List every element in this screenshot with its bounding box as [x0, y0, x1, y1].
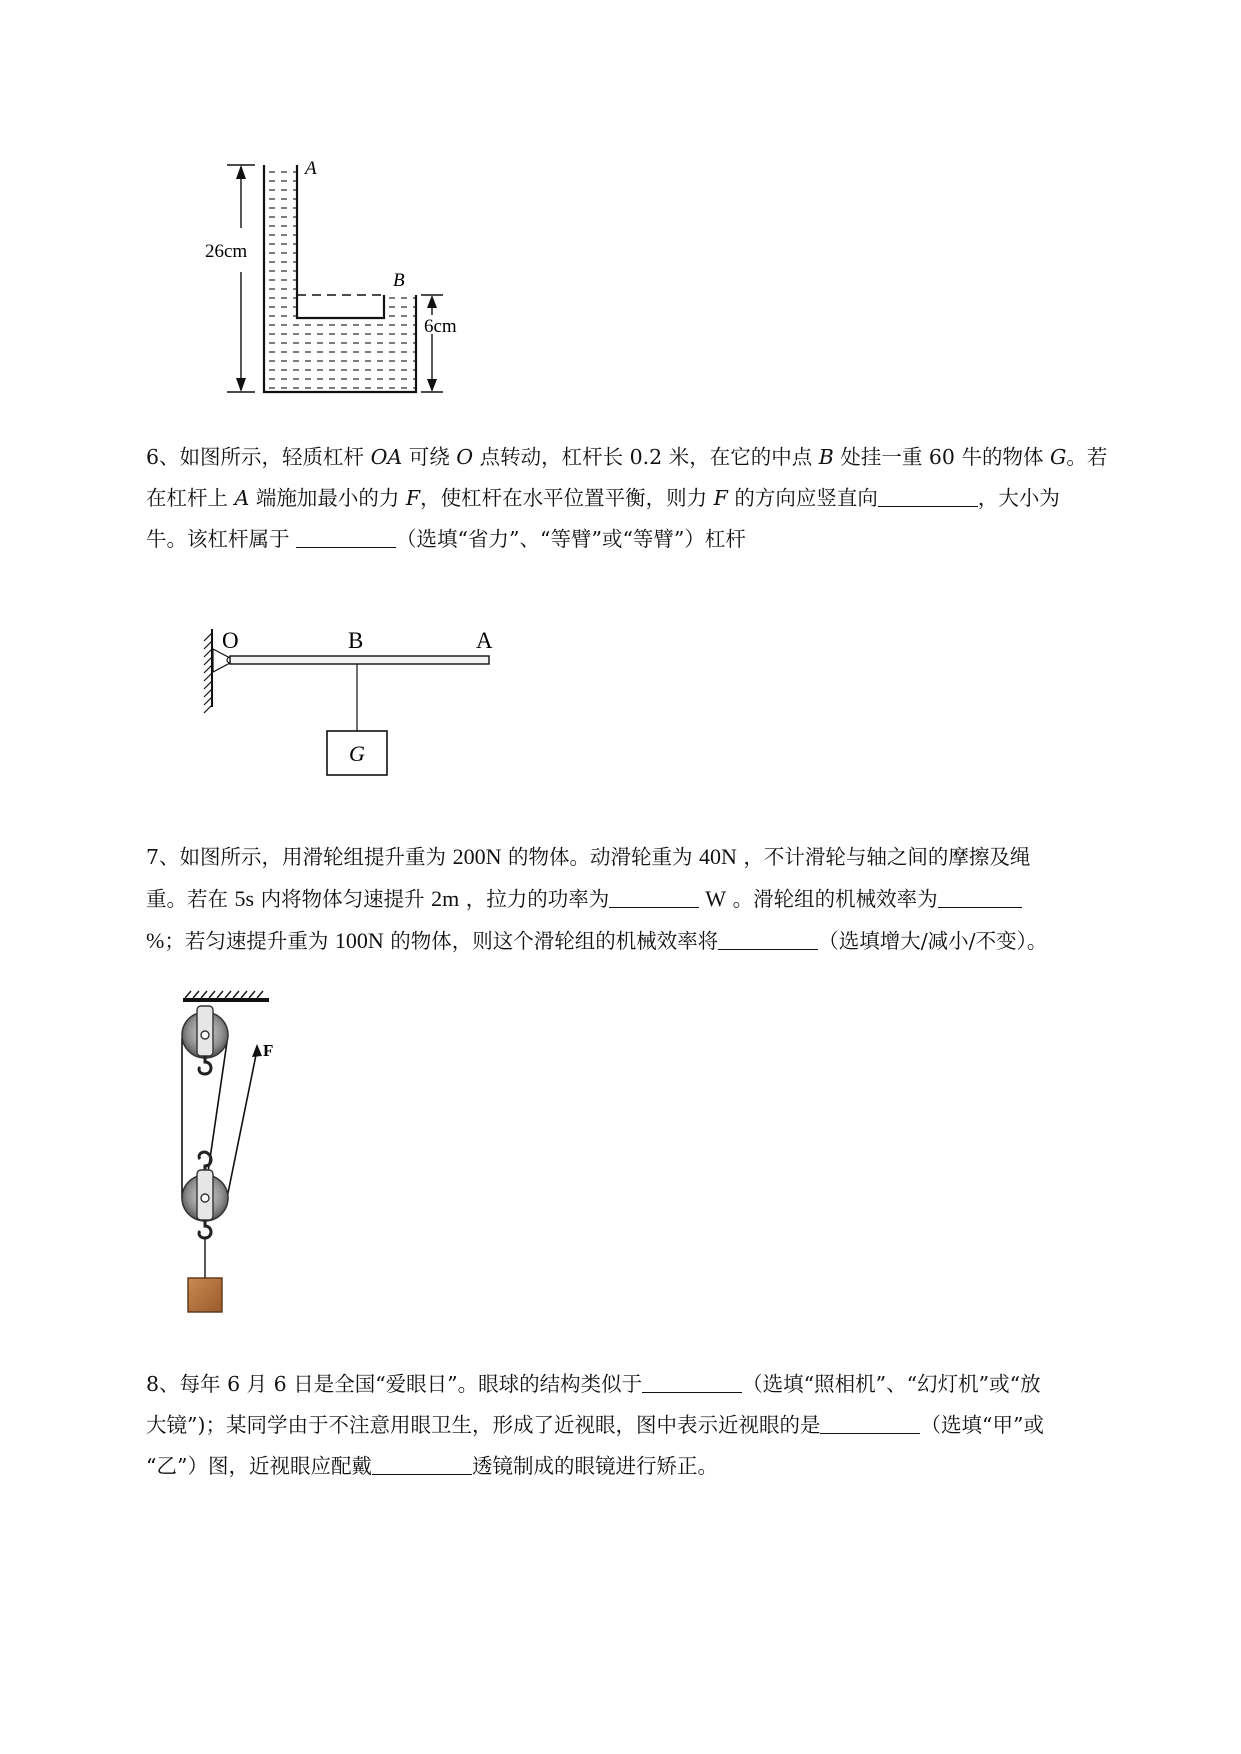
- q6-text: 点转动，杠杆长 0.2 米，在它的中点: [473, 445, 819, 469]
- q8-text: 透镜制成的眼镜进行矫正。: [471, 1454, 718, 1478]
- q6-line-2: [146, 478, 1156, 519]
- question-8: [146, 1364, 1156, 1487]
- ceiling: [183, 998, 269, 1002]
- q7-number: 7: [146, 845, 160, 869]
- q6-text: ，使杠杆在水平位置平衡，则力: [420, 486, 714, 510]
- q7-text: ，不计滑轮与轴之间的摩擦及绳: [736, 845, 1031, 869]
- q6-text: 在杠杆上: [146, 486, 235, 510]
- q6-text: ，大小为: [977, 486, 1060, 510]
- q7-unit-w: W: [705, 886, 727, 911]
- q6-text: 处挂一重 60 牛的物体: [833, 445, 1050, 469]
- q6-a: A: [234, 486, 250, 510]
- q6-text: 。若: [1066, 445, 1108, 469]
- q6-line-1: [146, 437, 1156, 478]
- q6-line-3: [146, 519, 1156, 560]
- label-b: B: [393, 270, 405, 291]
- answer-blank-eye-structure[interactable]: [642, 1368, 742, 1393]
- q6-number: 6: [146, 445, 160, 469]
- answer-blank-direction[interactable]: [878, 482, 978, 507]
- label-f: F: [263, 1041, 274, 1060]
- q8-number: 8: [146, 1372, 160, 1396]
- q7-text: （选填增大/减小/不变）。: [818, 929, 1048, 953]
- q6-o: O: [456, 445, 474, 469]
- label-g: G: [349, 741, 365, 766]
- q7-weight-100: 100N: [334, 928, 384, 953]
- answer-blank-lever-type[interactable]: [296, 523, 396, 548]
- pulley-figure: [175, 990, 305, 1330]
- q7-weight-200: 200N: [452, 844, 502, 869]
- label-a: A: [476, 628, 493, 653]
- q8-text: “乙”）图，近视眼应配戴: [146, 1454, 372, 1478]
- container-figure: [195, 150, 475, 400]
- fixed-pulley: [182, 1006, 228, 1074]
- movable-pulley: [182, 1152, 228, 1238]
- answer-blank-myopia-figure[interactable]: [820, 1409, 920, 1434]
- label-6cm: 6cm: [424, 316, 457, 337]
- answer-blank-lens-type[interactable]: [372, 1450, 472, 1475]
- q6-f: F: [713, 486, 728, 510]
- lever-figure: [200, 625, 520, 785]
- q6-oa: OA: [370, 445, 403, 469]
- q6-text: 可绕: [402, 445, 457, 469]
- q7-line-1: [146, 836, 1156, 878]
- q7-text: 。滑轮组的机械效率为: [726, 887, 938, 911]
- label-a: A: [305, 158, 317, 179]
- lever-rod: [230, 656, 489, 664]
- q7-weight-40: 40N: [699, 844, 737, 869]
- label-o: O: [222, 628, 239, 653]
- q7-text: ；若匀速提升重为: [164, 929, 335, 953]
- q7-text: 、如图所示，用滑轮组提升重为: [159, 845, 453, 869]
- q6-g: G: [1049, 445, 1067, 469]
- answer-blank-efficiency-change[interactable]: [718, 925, 818, 950]
- q8-line-2: [146, 1405, 1156, 1446]
- q6-b: B: [818, 445, 834, 469]
- q7-percent: %: [146, 928, 165, 953]
- q7-line-2: [146, 878, 1156, 920]
- q7-text: 的物体。动滑轮重为: [501, 845, 699, 869]
- question-7: [146, 836, 1156, 962]
- load-block: [188, 1278, 222, 1312]
- q8-text: （选填“照相机”、“幻灯机”或“放: [742, 1372, 1041, 1396]
- answer-blank-power[interactable]: [609, 883, 699, 908]
- q7-text: 的物体，则这个滑轮组的机械效率将: [383, 929, 719, 953]
- q8-text: 大镜”)；某同学由于不注意用眼卫生，形成了近视眼，图中表示近视眼的是: [146, 1413, 821, 1437]
- q6-text: 牛。该杠杆属于: [146, 527, 297, 551]
- q8-line-3: [146, 1446, 1156, 1487]
- q8-text: 、每年 6 月 6 日是全国“爱眼日”。眼球的结构类似于: [159, 1372, 643, 1396]
- q8-text: （选填“甲”或: [920, 1413, 1044, 1437]
- q6-f: F: [405, 486, 421, 510]
- q6-text: 端施加最小的力: [249, 486, 406, 510]
- question-6: [146, 437, 1156, 560]
- q7-line-3: [146, 920, 1156, 962]
- q6-text: 的方向应竖直向: [727, 486, 878, 510]
- q8-line-1: [146, 1364, 1156, 1405]
- answer-blank-efficiency[interactable]: [938, 883, 1022, 908]
- q6-text: 、如图所示，轻质杠杆: [159, 445, 371, 469]
- q6-text: （选填“省力”、“等臂”或“等臂”）杠杆: [396, 527, 746, 551]
- q7-text: ，拉力的功率为: [459, 887, 610, 911]
- q7-height: 2m: [431, 886, 460, 911]
- q7-time: 5s: [234, 886, 255, 911]
- q7-text: 内将物体匀速提升: [254, 887, 432, 911]
- label-26cm: 26cm: [205, 241, 248, 262]
- q7-text: 重。若在: [146, 887, 235, 911]
- label-b: B: [348, 628, 364, 653]
